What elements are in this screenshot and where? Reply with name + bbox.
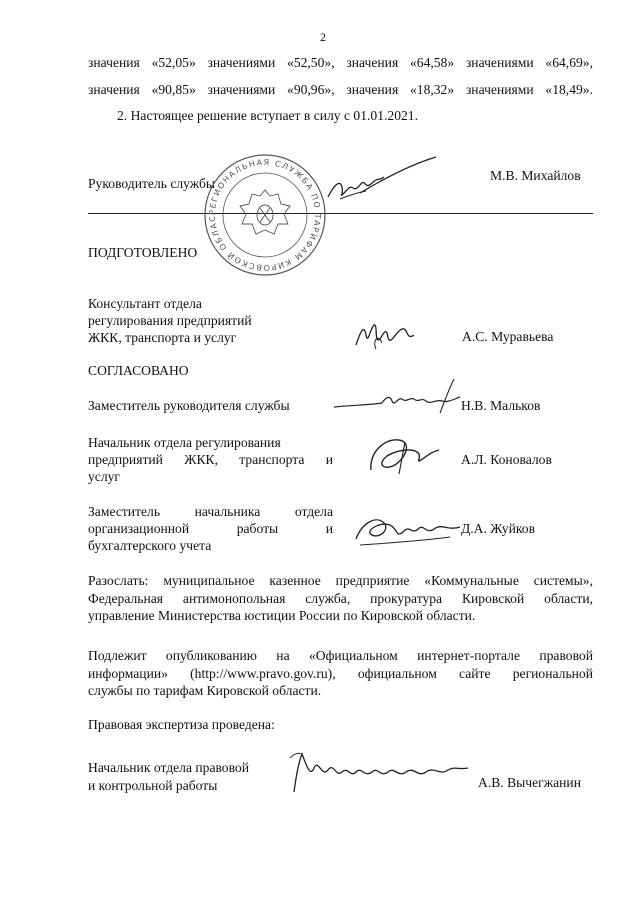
publication-line: информации» (http://www.pravo.gov.ru), официальном сайте региональной (88, 665, 593, 681)
official-seal (196, 143, 330, 280)
signer-1-signature (330, 375, 470, 415)
legal-review-name: А.В. Вычегжанин (478, 775, 581, 790)
prepared-heading: ПОДГОТОВЛЕНО (88, 245, 198, 260)
legal-review-text: Правовая экспертиза проведена: (88, 717, 275, 732)
prepared-name: А.С. Муравьева (462, 329, 554, 344)
position-line: Начальник отдела регулирования (88, 435, 281, 450)
position-line: услуг (88, 469, 120, 484)
signer-2-position (88, 434, 333, 485)
signer-1-name: Н.В. Мальков (461, 398, 541, 413)
distribution-block (88, 572, 593, 625)
body-item-2: 2. Настоящее решение вступает в силу с 01.01.2021. (117, 108, 418, 123)
body-line-1: значения «52,05» значениями «52,50», значения «64,58» значениями «64,69», (88, 55, 593, 70)
head-signature (320, 155, 440, 205)
position-line: ЖКК, транспорта и услуг (88, 330, 237, 345)
seal-ring-text: РЕГИОНАЛЬНАЯ СЛУЖБА ПО ТАРИФАМ КИРОВСКОЙ ОБЛАСТИ (196, 143, 323, 273)
page-number: 2 (320, 30, 326, 44)
head-name: М.В. Михайлов (490, 168, 581, 183)
legal-review-signature (288, 748, 473, 798)
head-title: Руководитель службы (88, 176, 216, 191)
position-line: Консультант отдела (88, 296, 202, 311)
position-line: организационной работы и (88, 521, 333, 536)
position-line: Начальник отдела правовой (88, 760, 250, 775)
publication-line: Подлежит опубликованию на «Официальном интернет-портале правовой (88, 648, 593, 663)
signer-1-position: Заместитель руководителя службы (88, 398, 290, 413)
prepared-position (88, 295, 252, 346)
position-line: регулирования предприятий (88, 313, 252, 328)
distribution-line: Разослать: муниципальное казенное предприятие «Коммунальные системы», (88, 573, 593, 588)
publication-line: службы по тарифам Кировской области. (88, 683, 322, 698)
coat-of-arms-icon (240, 190, 290, 234)
position-line: предприятий ЖКК, транспорта и (88, 452, 333, 467)
signer-3-position (88, 503, 333, 554)
signer-3-signature (350, 505, 465, 550)
position-line: Заместитель начальника отдела (88, 504, 333, 519)
body-line-2: значения «90,85» значениями «90,96», значения «18,32» значениями «18,49». (88, 82, 593, 97)
svg-text:РЕГИОНАЛЬНАЯ СЛУЖБА ПО ТАРИФАМ (196, 143, 322, 272)
legal-review-position (88, 759, 249, 794)
agreed-heading: СОГЛАСОВАНО (88, 363, 189, 378)
prepared-signature (352, 315, 422, 355)
distribution-line: Федеральная антимонопольная служба, прокуратура Кировской области, (88, 590, 593, 606)
signer-2-name: А.Л. Коновалов (461, 452, 552, 467)
publication-block (88, 647, 593, 700)
position-line: бухгалтерского учета (88, 538, 212, 553)
signer-2-signature (365, 430, 445, 480)
signer-3-name: Д.А. Жуйков (461, 521, 536, 536)
divider-line (88, 213, 593, 214)
position-line: и контрольной работы (88, 777, 218, 793)
distribution-line: управление Министерства юстиции России по Кировской области. (88, 608, 476, 623)
